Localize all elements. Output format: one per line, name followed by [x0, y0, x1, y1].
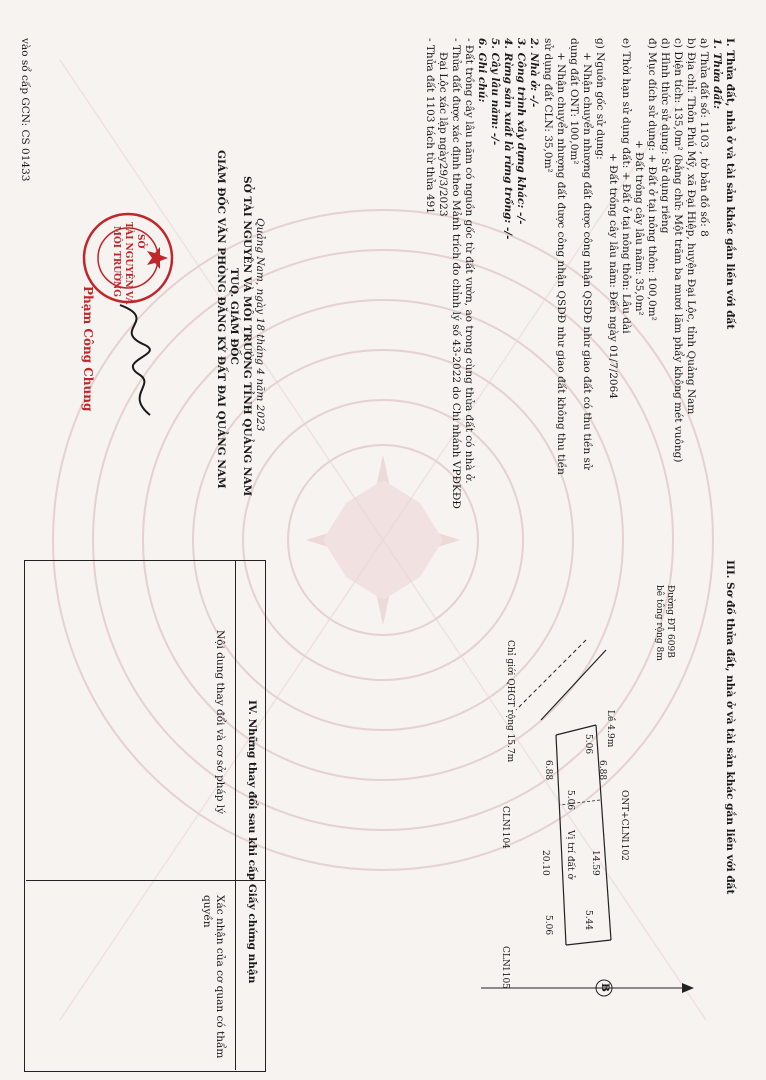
note-3: - Thửa đất 1103 tách từ thửa 491 [424, 38, 436, 214]
changes-col-confirm: Xác nhận của cơ quan có thẩm quyền [201, 895, 226, 1059]
signature-icon [100, 300, 170, 420]
road-name: Đường ĐT 609B [665, 585, 675, 658]
residential-position-label: Vị trí đất ở [565, 830, 575, 880]
neighbor-ont-number: 1102 [619, 838, 629, 861]
notes-heading: 6. Ghi chú: [476, 38, 488, 103]
table-col-rule [26, 880, 266, 881]
parcel-number: a) Thửa đất số: 1103 , tờ bản đồ số: 8 [698, 38, 710, 237]
origin-2b: sử dụng đất CLN: 35,0m² [542, 38, 554, 173]
changes-table [24, 560, 266, 1072]
area: c) Diện tích: 135,0m² (bằng chữ: Một trăm ba mươi lăm phẩy không mét vuông) [672, 38, 684, 463]
address: b) Địa chỉ: Thôn Phú Mỹ, xã Đại Hiệp, huyện Đại Lộc, tỉnh Quảng Nam [685, 38, 697, 415]
seal-inner-1: SỞ [135, 234, 145, 249]
usage-form: d) Hình thức sử dụng: Sử dụng riêng [659, 38, 671, 234]
dim-8: 5.06 [565, 790, 575, 811]
dim-5: 20.10 [540, 850, 550, 876]
dim-4: 14.59 [590, 850, 600, 876]
north-arrow-icon [481, 980, 694, 996]
dim-7: 5.06 [543, 915, 553, 936]
land-parcel-subheading: 1. Thửa đất: [711, 38, 723, 110]
origin-1b: dụng đất ONT: 100,0m² [568, 38, 580, 165]
signer-name: Phạm Công Chung [81, 286, 95, 412]
registration-number: vào sổ cấp GCN: CS 01433 [19, 38, 31, 182]
neighbor-ont-label: ONT+CLN [619, 790, 629, 840]
sidewalk-label: Lề 4.9m [605, 710, 615, 748]
parcel-diagram [456, 560, 716, 1020]
neighbor-cln-label: CLN [500, 806, 510, 827]
changes-title: IV. Những thay đổi sau khi cấp Giấy chứng nhận [246, 700, 258, 984]
issuing-org: SỞ TÀI NGUYÊN VÀ MÔI TRƯỜNG TỈNH QUẢNG NAM [241, 176, 253, 497]
origin-2: + Nhận chuyển nhượng đất được công nhận QSDĐ như giao đất không thu tiền [555, 52, 567, 475]
table-rule [235, 560, 236, 1070]
office-director: GIÁM ĐỐC VĂN PHÒNG ĐĂNG KÝ ĐẤT ĐAI QUẢNG NAM [215, 150, 227, 489]
neighbor-cln2-label: CLN [500, 946, 510, 967]
neighbor-cln-number: 1104 [500, 826, 510, 849]
forest-line: 4. Rừng sản xuất là rừng trồng: -/- [502, 38, 514, 240]
usage-purpose: đ) Mục đích sử dụng: + Đất ở tại nông thôn: 100,0m² [646, 38, 658, 321]
section-heading-land: I. Thửa đất, nhà ở và tài sản khác gắn liền với đất [724, 38, 736, 330]
neighbor-cln2-number: 1105 [500, 966, 510, 989]
seal-inner-2: TÀI NGUYÊN VÀ [123, 222, 133, 305]
section-heading-diagram: III. Sơ đồ thửa đất, nhà ở và tài sản khác gắn liền với đất [724, 560, 736, 895]
north-label: B [599, 983, 611, 992]
note-1: - Đất trồng cây lâu năm có nguồn gốc từ đất vườn, ao trong cùng thửa đất có nhà ở. [463, 38, 475, 484]
changes-col-content: Nội dung thay đổi và cơ sở pháp lý [214, 630, 226, 815]
usage-purpose-2: + Đất trồng cây lâu năm: 35,0m² [633, 140, 645, 316]
usage-term: e) Thời hạn sử dụng đất: + Đất ở tại nông thôn: Lâu dài [620, 38, 632, 334]
road-width: bê tông rộng 8m [654, 585, 664, 661]
origin: g) Nguồn gốc sử dụng: [594, 38, 606, 160]
origin-1: + Nhận chuyển nhượng đất được công nhận QSDĐ như giao đất có thu tiền sử [581, 52, 593, 470]
traffic-boundary-label: Chỉ giới QHGT rộng 15.7m [505, 640, 515, 763]
dim-3: 6.88 [543, 760, 553, 781]
issue-date: Quảng Nam, ngày 18 tháng 4 năm 2023 [254, 218, 266, 432]
usage-term-2: + Đất trồng cây lâu năm: Đến ngày 01/7/2064 [607, 153, 619, 399]
house-line: 2. Nhà ở: -/- [528, 38, 540, 108]
authorization: TUQ. GIÁM ĐỐC [228, 268, 240, 365]
seal-inner-3: MÔI TRƯỜNG [111, 226, 121, 297]
other-works-line: 3. Công trình xây dựng khác: -/- [515, 38, 527, 225]
note-2b: Đại Lộc xác lập ngày29/3/2023 [437, 52, 449, 217]
dim-2: 6.88 [597, 760, 607, 781]
dim-6: 5.44 [583, 910, 593, 931]
perennial-line: 5. Cây lâu năm: -/- [489, 38, 501, 146]
dim-1: 5.06 [583, 734, 593, 755]
note-2: - Thửa đất được xác định theo Mảnh trích đo chỉnh lý số 43-2022 do Chi nhánh VPĐKĐĐ [450, 38, 462, 509]
